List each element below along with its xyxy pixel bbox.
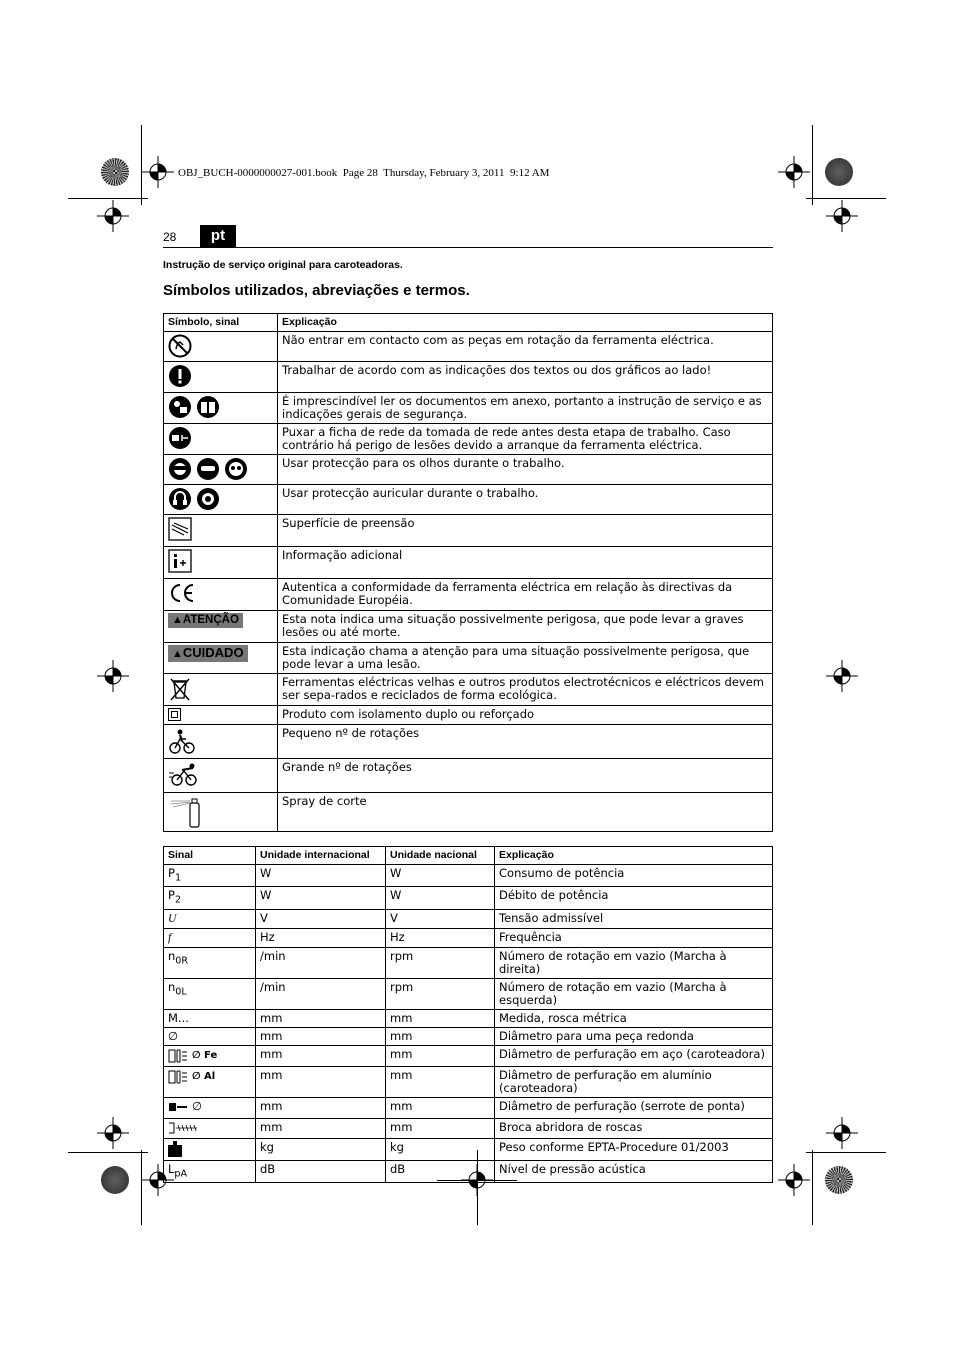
weight-icon (168, 1141, 182, 1157)
tap-drill-icon (168, 1121, 198, 1135)
table-row: U V V Tensão admissível (164, 909, 773, 928)
table-row: É imprescindível ler os documentos em anexo, portanto a instrução de serviço e as indicações gerais de segurança. (164, 393, 773, 424)
table-row: M... mm mm Medida, rosca métrica (164, 1009, 773, 1027)
column-header: Explicação (278, 314, 773, 332)
color-bar-star-icon (825, 1166, 853, 1194)
book-icon (196, 395, 220, 419)
slow-bicycle-icon (168, 727, 196, 755)
symbols-table (163, 313, 773, 832)
registration-mark-icon (826, 660, 858, 692)
table-row: Usar protecção para os olhos durante o trabalho. (164, 455, 773, 485)
table-row: Ferramentas eléctricas velhas e outros produtos electrotécnicos e eléctricos devem ser sepa-rados e reciclados de forma ecológica. (164, 674, 773, 706)
unplug-icon (168, 426, 192, 450)
table-row: Spray de corte (164, 793, 773, 832)
core-drill-icon (168, 1048, 188, 1064)
column-header: Sinal (164, 847, 256, 865)
table-row: ∅ mm mm Diâmetro para uma peça redonda (164, 1027, 773, 1045)
column-header: Unidade nacional (386, 847, 495, 865)
table-row: Pequeno nº de rotações (164, 725, 773, 759)
color-bar-star-icon (101, 1166, 129, 1194)
color-bar-star-icon (825, 158, 853, 186)
table-row: Produto com isolamento duplo ou reforçado (164, 706, 773, 725)
table-row: Puxar a ficha de rede da tomada de rede antes desta etapa de trabalho. Caso contrário há perigo de lesões devido a arranque da ferramenta eléctrica. (164, 424, 773, 455)
registration-mark-icon (97, 200, 129, 232)
table-row: ▲ATENÇÃO Esta nota indica uma situação possivelmente perigosa, que pode levar a graves lesões ou até morte. (164, 611, 773, 643)
section-title: Símbolos utilizados, abreviações e termos. (163, 282, 470, 299)
ear-protection-icon (168, 487, 192, 511)
cutting-spray-can-icon (168, 795, 202, 829)
ear-protection-icon (196, 487, 220, 511)
table-row: Trabalhar de acordo com as indicações dos textos ou dos gráficos ao lado! (164, 362, 773, 393)
registration-mark-icon (778, 1164, 810, 1196)
core-drill-icon (168, 1069, 188, 1085)
table-row: Grande nº de rotações (164, 759, 773, 793)
info-plus-icon (168, 549, 192, 573)
header-rule (163, 247, 773, 248)
table-row: Autentica a conformidade da ferramenta eléctrica em relação às directivas da Comunidade Européia. (164, 579, 773, 611)
registration-mark-icon (97, 1117, 129, 1149)
table-row: $n_{0R}$ /min rpm Número de rotação em vazio (Marcha à direita) (164, 947, 773, 978)
color-bar-star-icon (101, 158, 129, 186)
units-table (163, 846, 773, 1183)
warning-triangle-icon: ▲ (172, 648, 183, 660)
registration-mark-icon (826, 1117, 858, 1149)
fast-bicycle-icon (168, 761, 200, 787)
read-manual-icon (168, 395, 192, 419)
double-insulation-icon (168, 708, 181, 721)
table-row: kg kg Peso conforme EPTA-Procedure 01/2003 (164, 1138, 773, 1160)
registration-mark-icon (778, 156, 810, 188)
table-row: ∅ mm mm Diâmetro de perfuração (serrote de ponta) (164, 1097, 773, 1118)
registration-mark-icon (142, 156, 174, 188)
book-info-line: OBJ_BUCH-0000000027-001.book Page 28 Thursday, February 3, 2011 9:12 AM (178, 167, 550, 179)
table-row: Superfície de preensão (164, 515, 773, 547)
table-row: ∅ Al mm mm Diâmetro de perfuração em alumínio (caroteadora) (164, 1066, 773, 1097)
table-row: Usar protecção auricular durante o trabalho. (164, 485, 773, 515)
table-row: Informação adicional (164, 547, 773, 579)
warning-triangle-icon: ▲ (172, 614, 183, 626)
twist-drill-icon (168, 1100, 188, 1114)
caution-badge: ▲CUIDADO (168, 645, 248, 662)
table-row: ∅ Fe mm mm Diâmetro de perfuração em aço (caroteadora) (164, 1045, 773, 1066)
no-hand-contact-icon (168, 334, 192, 358)
weee-crossed-bin-icon (168, 676, 192, 702)
column-header: Explicação (495, 847, 773, 865)
warning-badge: ▲ATENÇÃO (168, 613, 243, 628)
page-number: 28 (163, 230, 177, 244)
registration-mark-icon (826, 200, 858, 232)
table-row: Não entrar em contacto com as peças em rotação da ferramenta eléctrica. (164, 332, 773, 362)
face-shield-icon (224, 457, 248, 481)
table-row: ▲CUIDADO Esta indicação chama a atenção para uma situação possivelmente perigosa, que pode levar a uma lesão. (164, 643, 773, 674)
goggles-icon (196, 457, 220, 481)
document-subtitle: Instrução de serviço original para caroteadoras. (163, 259, 403, 271)
registration-mark-icon (97, 660, 129, 692)
grip-surface-icon (168, 517, 192, 541)
table-row: mm mm Broca abridora de roscas (164, 1118, 773, 1138)
table-row: f Hz Hz Frequência (164, 928, 773, 947)
eye-protection-icon (168, 457, 192, 481)
ce-mark-icon (168, 581, 196, 605)
column-header: Símbolo, sinal (164, 314, 278, 332)
exclamation-mandatory-icon (168, 364, 192, 388)
table-row: $L_{pA}$ dB dB Nível de pressão acústica (164, 1160, 773, 1182)
language-tag: pt (200, 225, 236, 247)
table-row: $P_2$ W W Débito de potência (164, 887, 773, 909)
column-header: Unidade internacional (256, 847, 386, 865)
table-row: $P_1$ W W Consumo de potência (164, 865, 773, 887)
table-row: $n_{0L}$ /min rpm Número de rotação em vazio (Marcha à esquerda) (164, 978, 773, 1009)
